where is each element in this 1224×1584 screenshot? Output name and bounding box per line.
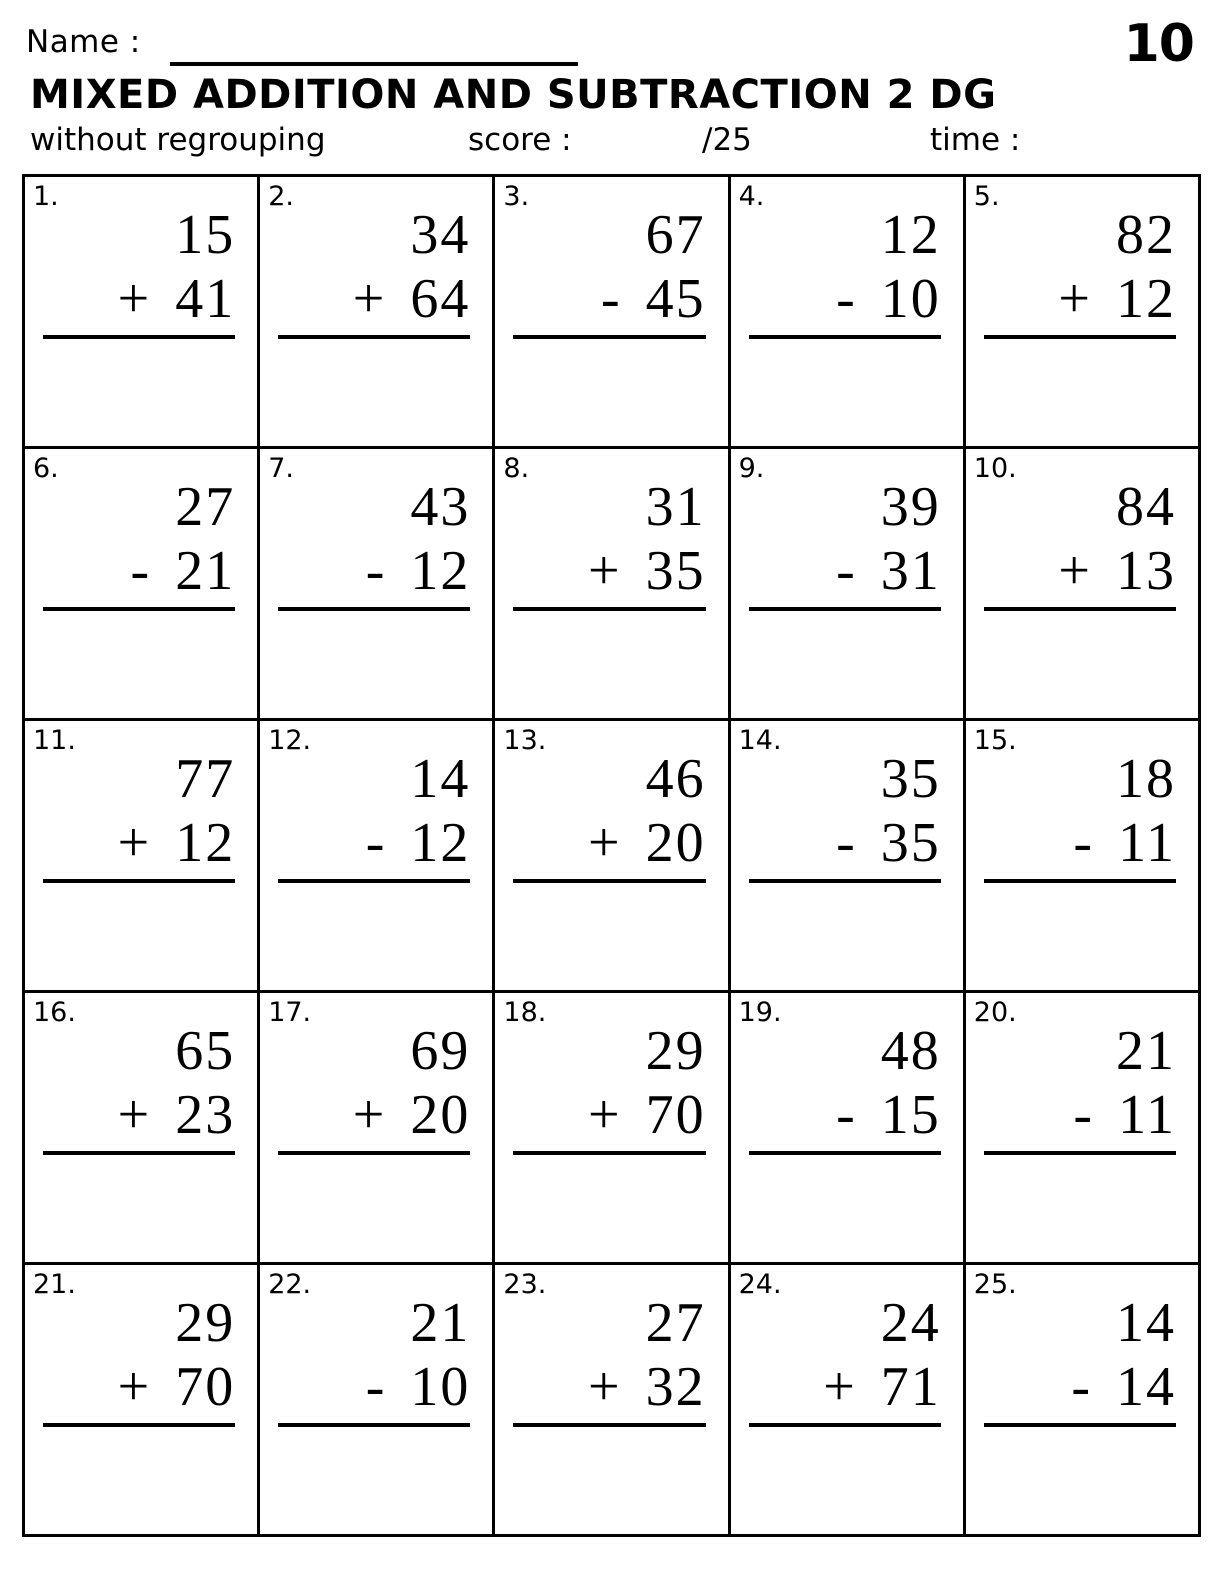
operand-bottom: 12 — [410, 540, 471, 602]
operand-top: 48 — [880, 1020, 941, 1082]
problem-cell[interactable] — [260, 177, 495, 449]
operator-symbol: + — [117, 1356, 150, 1418]
operand-bottom-row — [35, 267, 243, 331]
operand-bottom: 11 — [1118, 812, 1176, 874]
operand-top: 43 — [410, 476, 471, 538]
operand-bottom-row — [270, 811, 478, 875]
answer-rule-line — [513, 879, 705, 883]
answer-rule-line — [513, 335, 705, 339]
problem-number: 20. — [973, 997, 1017, 1028]
operator-symbol: - — [836, 268, 855, 330]
vertical-problem — [260, 203, 492, 339]
problem-cell[interactable] — [25, 449, 260, 721]
operand-top: 77 — [175, 748, 236, 810]
vertical-problem — [260, 475, 492, 611]
operand-top: 67 — [645, 204, 706, 266]
operand-top: 35 — [880, 748, 941, 810]
operand-bottom: 45 — [645, 268, 706, 330]
answer-rule-line — [43, 879, 235, 883]
operand-bottom-row — [976, 1083, 1184, 1147]
operand-bottom: 12 — [410, 812, 471, 874]
operand-top: 21 — [410, 1292, 471, 1354]
vertical-problem — [25, 747, 257, 883]
page-title: MIXED ADDITION AND SUBTRACTION 2 DG — [30, 72, 997, 118]
operator-symbol: + — [352, 1084, 385, 1146]
problem-grid — [22, 174, 1201, 1537]
answer-rule-line — [278, 607, 470, 611]
problem-cell[interactable] — [260, 721, 495, 993]
operand-top: 18 — [1115, 748, 1176, 810]
vertical-problem — [495, 747, 727, 883]
operand-top: 84 — [1115, 476, 1176, 538]
operand-top: 69 — [410, 1020, 471, 1082]
problem-cell[interactable] — [495, 1265, 730, 1537]
operand-bottom-row — [976, 1355, 1184, 1419]
problem-number: 11. — [33, 725, 76, 756]
vertical-problem — [966, 1019, 1198, 1155]
operand-bottom-row — [976, 267, 1184, 331]
problem-cell[interactable] — [495, 177, 730, 449]
problem-number: 17. — [268, 997, 312, 1028]
vertical-problem — [731, 1291, 963, 1427]
operator-symbol: + — [117, 268, 150, 330]
subtitle-text: without regrouping — [30, 122, 326, 158]
operand-bottom-row — [741, 539, 949, 603]
problem-number: 1. — [33, 181, 59, 212]
operand-bottom-row — [741, 267, 949, 331]
operand-bottom-row — [505, 811, 713, 875]
operand-top: 31 — [645, 476, 706, 538]
problem-cell[interactable] — [731, 993, 966, 1265]
operand-top: 27 — [645, 1292, 706, 1354]
operand-bottom-row — [35, 1355, 243, 1419]
operand-bottom-row — [505, 1083, 713, 1147]
problem-cell[interactable] — [731, 177, 966, 449]
problem-number: 23. — [503, 1269, 547, 1300]
problem-number: 8. — [503, 453, 530, 484]
problem-cell[interactable] — [966, 449, 1201, 721]
operand-top: 29 — [175, 1292, 236, 1354]
operand-bottom-row — [35, 811, 243, 875]
answer-rule-line — [749, 1151, 941, 1155]
problem-number: 25. — [973, 1269, 1017, 1300]
operator-symbol: - — [365, 812, 385, 874]
operator-symbol: + — [823, 1356, 855, 1418]
operand-top: 39 — [880, 476, 941, 538]
problem-cell[interactable] — [731, 1265, 966, 1537]
operator-symbol: - — [1071, 1356, 1090, 1418]
operand-bottom: 12 — [1115, 268, 1176, 330]
problem-number: 22. — [268, 1269, 312, 1300]
answer-rule-line — [749, 607, 941, 611]
problem-cell[interactable] — [966, 721, 1201, 993]
vertical-problem — [25, 1019, 257, 1155]
answer-rule-line — [749, 335, 941, 339]
vertical-problem — [25, 203, 257, 339]
operand-bottom-row — [976, 539, 1184, 603]
operand-top: 15 — [175, 204, 236, 266]
operator-symbol: + — [117, 1084, 150, 1146]
vertical-problem — [495, 475, 727, 611]
problem-cell[interactable] — [25, 993, 260, 1265]
operand-top: 46 — [645, 748, 706, 810]
operand-bottom: 13 — [1115, 540, 1176, 602]
problem-cell[interactable] — [260, 993, 495, 1265]
operand-bottom: 15 — [880, 1084, 941, 1146]
answer-rule-line — [43, 1151, 235, 1155]
worksheet-subheader — [30, 120, 1202, 168]
operand-top: 29 — [645, 1020, 706, 1082]
operand-bottom-row — [270, 1083, 478, 1147]
operand-top: 12 — [880, 204, 941, 266]
vertical-problem — [966, 475, 1198, 611]
answer-rule-line — [278, 879, 470, 883]
operator-symbol: - — [836, 812, 855, 874]
problem-cell[interactable] — [25, 1265, 260, 1537]
operand-bottom-row — [505, 539, 713, 603]
operand-bottom: 11 — [1118, 1084, 1176, 1146]
operand-bottom-row — [270, 267, 478, 331]
vertical-problem — [966, 203, 1198, 339]
problem-number: 4. — [738, 181, 765, 212]
problem-number: 16. — [33, 997, 76, 1028]
answer-rule-line — [513, 607, 705, 611]
problem-number: 7. — [268, 453, 294, 484]
problem-cell[interactable] — [731, 721, 966, 993]
score-label: score : — [468, 122, 572, 158]
vertical-problem — [260, 1291, 492, 1427]
operand-bottom: 10 — [410, 1356, 471, 1418]
operand-bottom: 10 — [880, 268, 941, 330]
vertical-problem — [731, 1019, 963, 1155]
operand-top: 27 — [175, 476, 236, 538]
operand-top: 21 — [1115, 1020, 1176, 1082]
problem-number: 21. — [33, 1269, 76, 1300]
operator-symbol: - — [130, 540, 150, 602]
answer-rule-line — [984, 1151, 1176, 1155]
operator-symbol: + — [1058, 540, 1090, 602]
name-label: Name : — [26, 24, 141, 60]
vertical-problem — [25, 1291, 257, 1427]
operand-bottom: 41 — [175, 268, 236, 330]
answer-rule-line — [749, 1423, 941, 1427]
operand-bottom: 35 — [645, 540, 706, 602]
vertical-problem — [260, 1019, 492, 1155]
time-label: time : — [930, 122, 1021, 158]
vertical-problem — [25, 475, 257, 611]
problem-number: 10. — [973, 453, 1017, 484]
operand-top: 14 — [410, 748, 471, 810]
operand-bottom-row — [270, 539, 478, 603]
operand-bottom-row — [741, 1083, 949, 1147]
operand-bottom: 20 — [410, 1084, 471, 1146]
operand-bottom: 70 — [175, 1356, 236, 1418]
vertical-problem — [731, 475, 963, 611]
operator-symbol: - — [1073, 812, 1093, 874]
problem-cell[interactable] — [966, 993, 1201, 1265]
operand-bottom-row — [35, 1083, 243, 1147]
operator-symbol: - — [836, 1084, 855, 1146]
operand-bottom: 31 — [880, 540, 941, 602]
problem-cell[interactable] — [25, 721, 260, 993]
page-number: 10 — [1123, 14, 1194, 74]
problem-cell[interactable] — [260, 449, 495, 721]
operand-bottom: 71 — [880, 1356, 941, 1418]
problem-number: 14. — [738, 725, 782, 756]
operand-bottom: 12 — [175, 812, 236, 874]
problem-number: 9. — [738, 453, 765, 484]
operand-bottom: 20 — [645, 812, 706, 874]
answer-rule-line — [278, 1151, 470, 1155]
operand-top: 14 — [1115, 1292, 1176, 1354]
answer-rule-line — [43, 607, 235, 611]
answer-rule-line — [984, 607, 1176, 611]
problem-number: 3. — [503, 181, 530, 212]
problem-cell[interactable] — [495, 721, 730, 993]
problem-cell[interactable] — [495, 449, 730, 721]
operand-top: 82 — [1115, 204, 1176, 266]
operand-bottom: 21 — [175, 540, 236, 602]
answer-rule-line — [278, 335, 470, 339]
vertical-problem — [495, 203, 727, 339]
answer-rule-line — [513, 1423, 705, 1427]
operand-top: 24 — [880, 1292, 941, 1354]
problem-number: 18. — [503, 997, 547, 1028]
operand-bottom-row — [35, 539, 243, 603]
vertical-problem — [260, 747, 492, 883]
problem-cell[interactable] — [260, 1265, 495, 1537]
operator-symbol: - — [600, 268, 620, 330]
answer-rule-line — [984, 1423, 1176, 1427]
operand-bottom: 35 — [880, 812, 941, 874]
operator-symbol: + — [588, 540, 620, 602]
vertical-problem — [495, 1291, 727, 1427]
operator-symbol: - — [365, 540, 385, 602]
worksheet-header — [22, 10, 1202, 72]
operand-bottom: 64 — [410, 268, 471, 330]
problem-number: 12. — [268, 725, 312, 756]
problem-cell[interactable] — [495, 993, 730, 1265]
problem-number: 5. — [973, 181, 1000, 212]
operand-bottom-row — [505, 267, 713, 331]
operand-bottom-row — [741, 811, 949, 875]
score-value: /25 — [702, 122, 752, 158]
problem-number: 19. — [738, 997, 782, 1028]
vertical-problem — [966, 1291, 1198, 1427]
operator-symbol: + — [117, 812, 150, 874]
operand-bottom-row — [270, 1355, 478, 1419]
operand-top: 65 — [175, 1020, 236, 1082]
answer-rule-line — [984, 335, 1176, 339]
operator-symbol: + — [588, 1356, 620, 1418]
answer-rule-line — [278, 1423, 470, 1427]
problem-number: 2. — [268, 181, 294, 212]
problem-cell[interactable] — [966, 177, 1201, 449]
operand-bottom-row — [505, 1355, 713, 1419]
problem-cell[interactable] — [966, 1265, 1201, 1537]
vertical-problem — [731, 747, 963, 883]
operand-bottom: 23 — [175, 1084, 236, 1146]
problem-number: 24. — [738, 1269, 782, 1300]
answer-rule-line — [984, 879, 1176, 883]
answer-rule-line — [513, 1151, 705, 1155]
operand-bottom: 70 — [645, 1084, 706, 1146]
answer-rule-line — [43, 335, 235, 339]
operand-top: 34 — [410, 204, 471, 266]
operator-symbol: + — [588, 1084, 620, 1146]
operator-symbol: - — [836, 540, 855, 602]
operand-bottom-row — [741, 1355, 949, 1419]
problem-number: 6. — [33, 453, 59, 484]
problem-cell[interactable] — [731, 449, 966, 721]
operand-bottom-row — [976, 811, 1184, 875]
problem-number: 13. — [503, 725, 547, 756]
operand-bottom: 32 — [645, 1356, 706, 1418]
operator-symbol: + — [1058, 268, 1090, 330]
operand-bottom: 14 — [1115, 1356, 1176, 1418]
operator-symbol: - — [365, 1356, 385, 1418]
vertical-problem — [495, 1019, 727, 1155]
name-write-line[interactable] — [170, 62, 578, 66]
problem-number: 15. — [973, 725, 1017, 756]
vertical-problem — [731, 203, 963, 339]
problem-cell[interactable] — [25, 177, 260, 449]
operator-symbol: - — [1073, 1084, 1093, 1146]
vertical-problem — [966, 747, 1198, 883]
answer-rule-line — [43, 1423, 235, 1427]
answer-rule-line — [749, 879, 941, 883]
operator-symbol: + — [588, 812, 620, 874]
operator-symbol: + — [352, 268, 385, 330]
